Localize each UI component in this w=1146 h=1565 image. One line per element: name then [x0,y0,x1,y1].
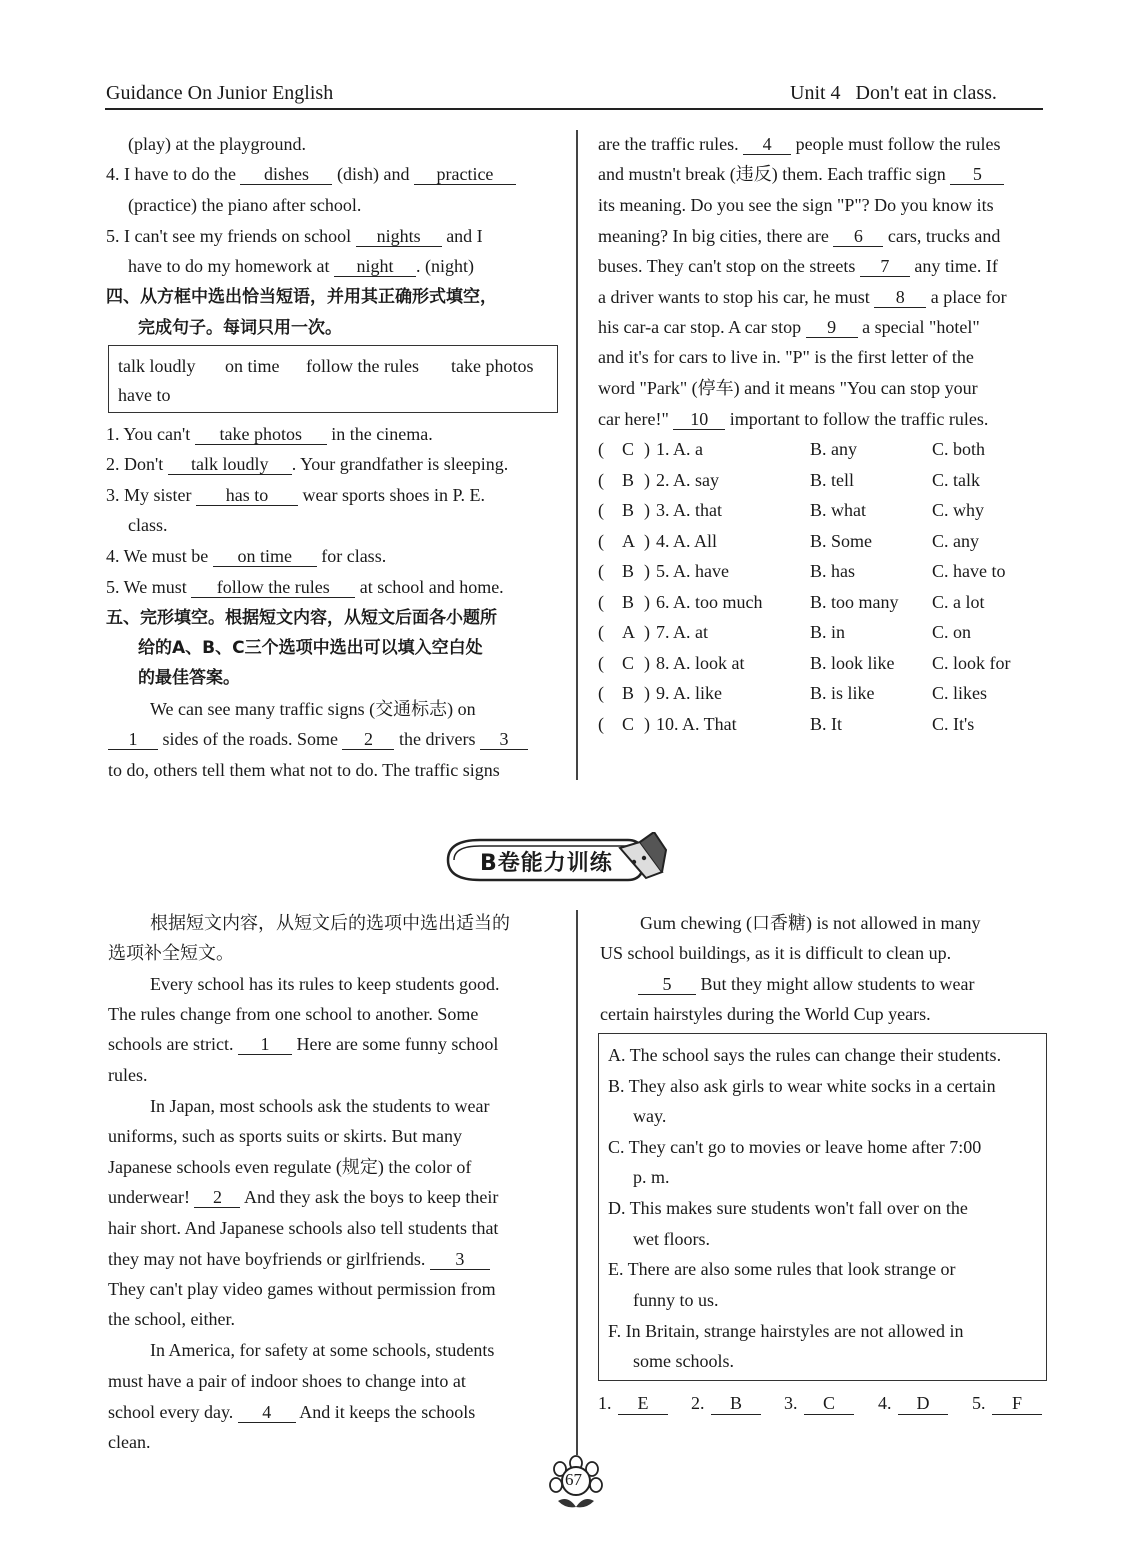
options-box [598,1033,1047,1381]
s2-answer: talk loudly [168,454,292,475]
gap-4: 4 [238,1402,296,1423]
answer-paren-close: ) [644,591,650,612]
chosen-answer: B [622,591,635,612]
option-f-cont: some schools. [633,1351,734,1371]
r5-text-c: any time. If [909,256,998,276]
r5-text-a: buses. They can't stop on the streets [598,256,860,276]
r6-text-c: a place for [926,287,1007,307]
sentence-3-line-2: class. [128,515,168,535]
s4-answer: on time [213,546,317,567]
option-c-choice: C. a lot [932,591,985,612]
r-line-6 [598,286,1007,308]
chosen-answer: C [622,439,635,459]
r-line-8: and it's for cars to live in. "P" is the first letter of the [598,347,974,367]
r-line-2 [598,163,1004,185]
header-left: Guidance On Junior English [106,82,334,104]
final-answer-value: B [711,1392,761,1415]
answer-paren-open: ( [598,561,604,581]
chosen-answer: B [622,683,635,703]
option-a-choice: 10. A. That [656,713,737,734]
b6-text-a: they may not have boyfriends or girlfriends. [108,1249,430,1269]
r7-text-a: his car-a car stop. A car stop [598,317,806,337]
blank-10: 10 [673,409,725,430]
gap-2: 2 [194,1187,240,1208]
s5-text-a: 5. We must [106,577,192,597]
blank-6: 6 [833,226,883,247]
para-c-2: must have a pair of indoor shoes to change into at [108,1371,466,1391]
passage-line-2 [108,728,528,750]
header-right: Unit 4 Don't eat in class. [790,82,997,104]
para-b-1: In Japan, most schools ask the students to wear [150,1096,490,1116]
q5-line-2 [128,255,474,277]
chosen-answer: B [622,561,635,581]
column-divider-bottom [576,910,578,1455]
p2-text-d: the drivers [394,729,480,749]
option-f: F. In Britain, strange hairstyles are not allowed in [608,1321,964,1341]
q5-text-c: and I [441,226,483,246]
option-a: A. The school says the rules can change their students. [608,1045,1002,1065]
r1-text-a: are the traffic rules. [598,134,744,154]
r6-text-a: a driver wants to stop his car, he must [598,287,875,307]
r-line-9: word "Park" (停车) and it means "You can stop your [598,378,978,398]
phrase-4: take photos [451,356,534,376]
chosen-answer: A [622,530,635,551]
para-d-1: Gum chewing (口香糖) is not allowed in many [640,913,981,933]
para-a-1: Every school has its rules to keep students good. [150,974,500,994]
b4-text-c: And they ask the boys to keep their [240,1187,499,1207]
para-b-8: the school, either. [108,1309,235,1329]
option-b: B. They also ask girls to wear white socks in a certain [608,1076,996,1096]
blank-3: 3 [480,729,528,750]
para-c-1: In America, for safety at some schools, students [150,1340,495,1360]
final-answer-value: D [898,1392,948,1415]
answer-paren-open: ( [598,500,604,520]
option-c-choice: C. talk [932,469,980,490]
para-d-4: certain hairstyles during the World Cup years. [600,1004,931,1024]
blank-2: 2 [342,729,394,750]
option-c-choice: C. on [932,622,972,642]
option-c-choice: C. both [932,439,986,459]
answer-paren-open: ( [598,652,604,673]
a3-text-c: Here are some funny school [291,1034,499,1054]
sentence-5 [106,576,504,598]
para-d-3 [638,973,974,995]
instruction-1: 根据短文内容，从短文后的选项中选出适当的 [150,913,510,933]
a3-text-a: schools are strict. [108,1034,238,1054]
final-answer-value: F [992,1392,1042,1415]
c3-text-a: school every day. [108,1402,238,1422]
column-divider-top [576,130,578,780]
option-b-cont: way. [633,1106,667,1126]
s1-text-c: in the cinema. [326,424,433,444]
s3-answer: has to [196,485,298,506]
q4-text-a: 4. I have to do the [106,164,241,184]
option-c: C. They can't go to movies or leave home after 7:00 [608,1137,982,1157]
badge-label: B卷能力训练 [480,851,613,876]
q4-line-2: (practice) the piano after school. [128,195,362,215]
final-answer-number: 1. [598,1393,612,1413]
option-e-cont: funny to us. [633,1290,719,1310]
para-c-3 [108,1401,475,1423]
r7-text-c: a special "hotel" [857,317,980,337]
answer-paren-close: ) [644,500,650,520]
line-play: (play) at the playground. [128,134,306,154]
option-b-choice: B. is like [810,683,875,703]
blank-7: 7 [860,256,910,277]
section-5-title-3: 的最佳答案。 [138,668,240,688]
page-number-badge [548,1455,604,1511]
page-number: 67 [565,1470,582,1489]
chosen-answer: B [622,500,635,520]
para-a-3 [108,1033,498,1055]
passage-line-3: to do, others tell them what not to do. The traffic signs [108,760,500,780]
phrase-3: follow the rules [306,356,419,376]
option-c-choice: C. have to [932,561,1006,581]
para-c-4: clean. [108,1432,151,1452]
phrase-1: talk loudly [118,356,196,376]
s5-answer: follow the rules [191,577,355,598]
option-d: D. This makes sure students won't fall over on the [608,1198,968,1218]
passage-line-1: We can see many traffic signs (交通标志) on [150,699,476,719]
answer-paren-close: ) [644,469,650,490]
blank-5: 5 [950,164,1004,185]
option-c-cont: p. m. [633,1167,670,1187]
phrase-box [108,345,558,413]
s3-text-c: wear sports shoes in P. E. [298,485,485,505]
answer-paren-open: ( [598,439,604,459]
answer-paren-close: ) [644,530,650,551]
option-d-cont: wet floors. [633,1229,710,1249]
gap-5: 5 [638,974,696,995]
option-a-choice: 7. A. at [656,622,708,642]
b-section-badge [440,832,672,888]
para-b-5: hair short. And Japanese schools also tell students that [108,1218,499,1238]
section-5-title-1: 五、完形填空。根据短文内容，从短文后面各小题所 [106,608,497,628]
instruction-2: 选项补全短文。 [108,943,234,963]
option-c-choice: C. why [932,500,985,520]
r-line-10 [598,408,988,430]
para-b-7: They can't play video games without permission from [108,1279,496,1299]
chosen-answer: A [622,622,635,642]
question-5-line [106,225,483,247]
option-b-choice: B. in [810,622,846,642]
section-4-title-2: 完成句子。每词只用一次。 [138,318,342,338]
option-b-choice: B. too many [810,591,899,612]
p2-text-b: sides of the roads. Some [158,729,343,749]
r-line-7 [598,316,980,338]
q5-answer-nights: nights [356,226,442,247]
answer-paren-open: ( [598,713,604,734]
option-b-choice: B. tell [810,469,854,490]
option-a-choice: 3. A. that [656,500,722,520]
question-4-line [106,163,516,185]
s4-text-c: for class. [316,546,387,566]
r10-text-a: car here!" [598,409,674,429]
para-a-4: rules. [108,1065,148,1085]
para-b-6 [108,1248,490,1270]
answer-paren-open: ( [598,683,604,703]
gap-3: 3 [430,1249,490,1270]
header-rule [105,108,1043,110]
answer-paren-open: ( [598,530,604,551]
final-answer-number: 5. [972,1393,986,1413]
option-c-choice: C. It's [932,713,975,734]
r-line-1 [598,133,1001,155]
q4-answer-dishes: dishes [240,164,332,185]
r4-text-c: cars, trucks and [883,226,1001,246]
option-c-choice: C. likes [932,683,988,703]
final-answer-number: 3. [784,1393,798,1413]
r10-text-c: important to follow the traffic rules. [725,409,989,429]
r-line-4 [598,225,1000,247]
option-b-choice: B. has [810,561,855,581]
option-b-choice: B. any [810,439,857,459]
final-answer-value: C [804,1392,854,1415]
option-a-choice: 9. A. like [656,683,722,703]
option-b-choice: B. It [810,713,843,734]
option-c-choice: C. look for [932,652,1011,673]
s1-answer: take photos [195,424,327,445]
phrase-5: have to [118,385,171,405]
section-5-title-2: 给的A、B、C三个选项中选出可以填入空白处 [138,638,483,658]
q5-text-d: have to do my homework at [128,256,334,276]
answer-paren-open: ( [598,591,604,612]
chosen-answer: B [622,469,635,490]
s1-text-a: 1. You can't [106,424,195,444]
final-answer-value: E [618,1392,668,1415]
sentence-2 [106,453,508,475]
option-a-choice: 5. A. have [656,561,729,581]
r-line-3: its meaning. Do you see the sign "P"? Do you know its [598,195,994,215]
q5-answer-night: night [334,256,416,277]
final-answer-number: 2. [691,1393,705,1413]
para-b-2: uniforms, such as sports suits or skirts. But many [108,1126,462,1146]
para-b-4 [108,1186,498,1208]
sentence-1 [106,423,433,445]
blank-1: 1 [108,729,158,750]
answer-paren-close: ) [644,439,650,459]
sentence-3 [106,484,485,506]
option-b-choice: B. look like [810,652,895,673]
s3-text-a: 3. My sister [106,485,196,505]
sentence-4 [106,545,386,567]
blank-9: 9 [806,317,858,338]
option-b-choice: B. what [810,500,866,520]
para-b-3: Japanese schools even regulate (规定) the color of [108,1157,472,1177]
option-b-choice: B. Some [810,530,873,551]
answer-paren-close: ) [644,622,650,642]
option-e: E. There are also some rules that look strange or [608,1259,956,1279]
blank-4: 4 [743,134,791,155]
para-d-2: US school buildings, as it is difficult to clean up. [600,943,952,963]
r1-text-c: people must follow the rules [791,134,1001,154]
phrase-2: on time [225,356,280,376]
answer-paren-close: ) [644,683,650,703]
q4-answer-practice: practice [414,164,516,185]
section-4-title-1: 四、从方框中选出恰当短语，并用其正确形式填空， [106,287,497,307]
r4-text-a: meaning? In big cities, there are [598,226,834,246]
s4-text-a: 4. We must be [106,546,213,566]
option-a-choice: 4. A. All [656,530,718,551]
final-answer-number: 4. [878,1393,892,1413]
q5-text-e: . (night) [415,256,474,276]
option-a-choice: 1. A. a [656,439,703,459]
answer-paren-close: ) [644,713,650,734]
d3-text-b: But they might allow students to wear [696,974,975,994]
option-a-choice: 2. A. say [656,469,719,490]
s2-text-c: . Your grandfather is sleeping. [291,454,509,474]
s2-text-a: 2. Don't [106,454,168,474]
option-a-choice: 8. A. look at [656,652,745,673]
chosen-answer: C [622,713,635,734]
b4-text-a: underwear! [108,1187,195,1207]
answer-paren-open: ( [598,469,604,490]
q4-text-c: (dish) and [332,164,414,184]
r2-text-a: and mustn't break (违反) them. Each traffic sign [598,164,951,184]
answer-paren-close: ) [644,561,650,581]
blank-8: 8 [874,287,926,308]
chosen-answer: C [622,652,635,673]
para-a-2: The rules change from one school to another. Some [108,1004,479,1024]
option-a-choice: 6. A. too much [656,591,763,612]
answer-paren-close: ) [644,652,650,673]
r-line-5 [598,255,998,277]
s5-text-c: at school and home. [355,577,504,597]
q5-text-a: 5. I can't see my friends on school [106,226,356,246]
gap-1: 1 [238,1034,292,1055]
answer-paren-open: ( [598,622,604,642]
c3-text-c: And it keeps the schools [295,1402,476,1422]
option-c-choice: C. any [932,530,979,551]
